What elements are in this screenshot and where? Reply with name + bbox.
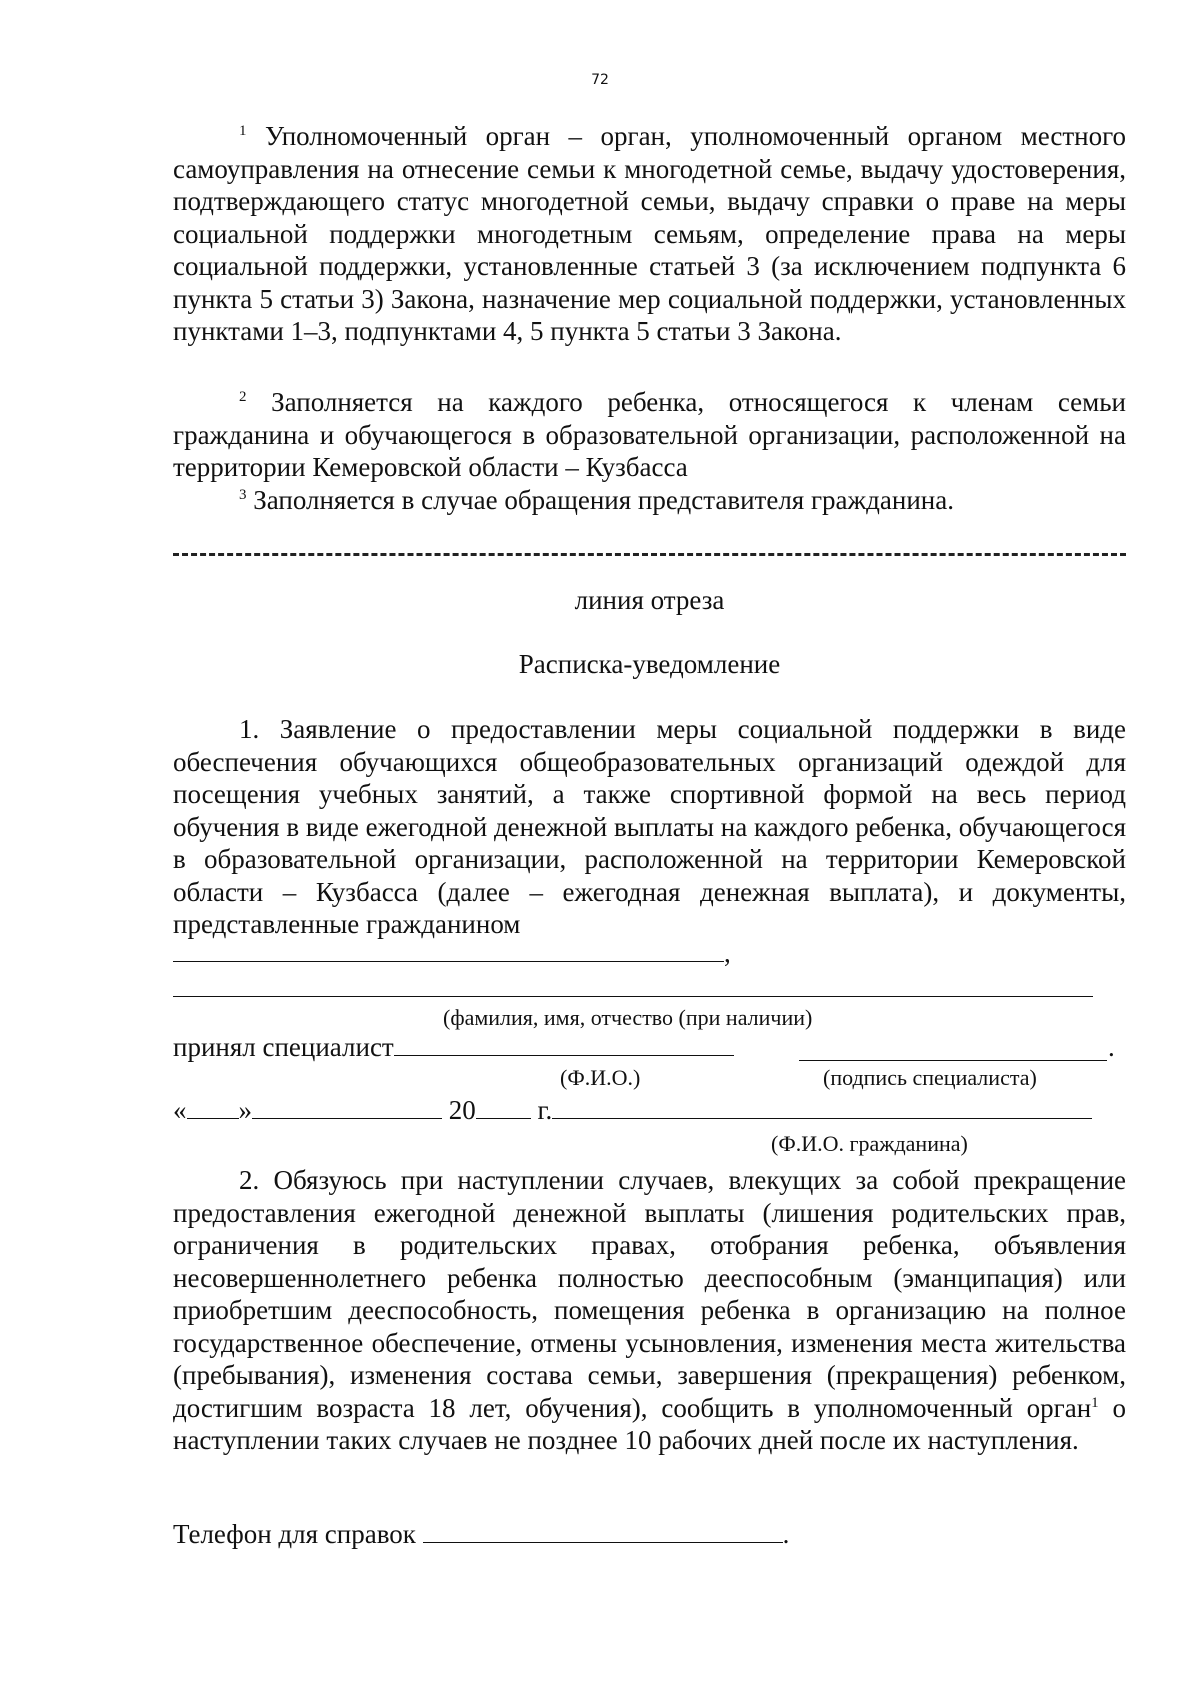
footnote-2 (173, 386, 1126, 484)
cut-line-label: линия отреза (574, 585, 725, 615)
receipt-title: Расписка-уведомление (518, 649, 781, 679)
footnote-1 (173, 120, 1126, 348)
footnote-mark-2: 2 (239, 389, 247, 405)
footnote-mark-1: 1 (239, 123, 247, 139)
date-day-blank[interactable] (187, 1096, 239, 1119)
specialist-fio-blank[interactable] (394, 1033, 734, 1056)
specialist-signature-blank[interactable] (799, 1060, 1107, 1061)
date-year-suffix: г. (537, 1095, 553, 1125)
footnote-text-3: Заполняется в случае обращения представителя гражданина. (253, 485, 954, 515)
date-year-prefix: 20 (448, 1095, 476, 1125)
date-row (173, 1095, 1092, 1126)
phone-blank[interactable] (423, 1520, 783, 1543)
footnote-mark-3: 3 (239, 487, 247, 503)
paragraph-2-footnote-mark: 1 (1091, 1394, 1099, 1411)
citizen-name-blank-2[interactable] (173, 996, 1093, 997)
caption-citizen-fio: (Ф.И.О. гражданина) (771, 1131, 968, 1156)
paragraph-1 (173, 713, 1126, 941)
date-month-blank[interactable] (252, 1096, 442, 1119)
date-close-quote: » (238, 1095, 252, 1125)
caption-fio-full: (фамилия, имя, отчество (при наличии) (443, 1005, 813, 1030)
phone-row (173, 1519, 789, 1550)
citizen-name-row (173, 938, 731, 969)
paragraph-2-text: 2. Обязуюсь при наступлении случаев, влекущих за собой прекращение предоставления ежегодной денежной выплаты (лишения родительских прав, ограничения в родительских правах, отобрания ребенка, объявления несовершеннолетнего ребенка полностью дееспособным (эманципация) или приобретшим дееспособность, помещения ребенка в организацию на полное государственное обеспечение, отмены усыновления, изменения места жительства (пребывания), изменения состава семьи, завершения (прекращения) ребенком, достигшим возраста 18 лет, обучения), сообщить в уполномоченный орган (173, 1165, 1126, 1423)
cut-line (173, 553, 1126, 556)
page-number: 72 (591, 72, 609, 88)
citizen-name-comma: , (724, 938, 731, 968)
citizen-fio-blank[interactable] (552, 1096, 1092, 1119)
citizen-name-blank[interactable] (173, 939, 724, 962)
date-open-quote: « (173, 1095, 187, 1125)
caption-fio: (Ф.И.О.) (560, 1065, 641, 1090)
accepted-period: . (1108, 1032, 1115, 1062)
paragraph-2 (173, 1164, 1126, 1457)
phone-period: . (782, 1519, 790, 1549)
date-year-blank[interactable] (476, 1096, 531, 1119)
footnote-text-1: Уполномоченный орган – орган, уполномоченный органом местного самоуправления на отнесение семьи к многодетной семье, выдачу удостоверения, подтверждающего статус многодетной семьи, выдачу справки о праве на меры социальной поддержки многодетным семьям, определение права на меры социальной поддержки, установленные статьей 3 (за исключением подпункта 6 пункта 5 статьи 3) Закона, назначение мер социальной поддержки, установленных пунктами 1–3, подпунктами 4, 5 пункта 5 статьи 3 Закона. (173, 121, 1126, 346)
phone-label: Телефон для справок (173, 1519, 416, 1549)
accepted-label: принял специалист (173, 1032, 394, 1062)
accepted-row (173, 1032, 734, 1063)
footnote-3 (173, 484, 1126, 517)
paragraph-1-text: 1. Заявление о предоставлении меры социальной поддержки в виде обеспечения обучающихся общеобразовательных организаций одеждой для посещения учебных занятий, а также спортивной формой на весь период обучения в виде ежегодной денежной выплаты на каждого ребенка, обучающегося в образовательной организации, расположенной на территории Кемеровской области – Кузбасса (далее – ежегодная денежная выплата), и документы, представленные гражданином (173, 714, 1126, 939)
caption-signature: (подпись специалиста) (823, 1065, 1037, 1090)
footnote-text-2: Заполняется на каждого ребенка, относящегося к членам семьи гражданина и обучающегося в образовательной организации, расположенной на территории Кемеровской области – Кузбасса (173, 387, 1126, 482)
paragraph-2-text-end: о наступлении таких случаев не позднее 10 рабочих дней после их наступления. (173, 1392, 1126, 1455)
